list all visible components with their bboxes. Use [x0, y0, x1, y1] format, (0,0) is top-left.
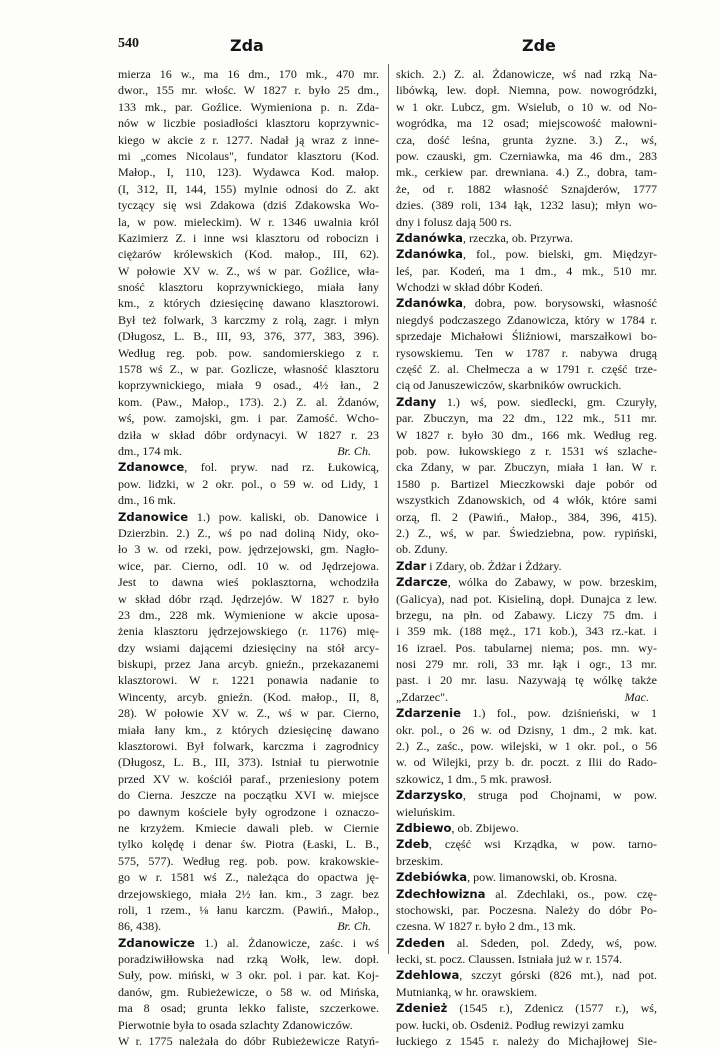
text-line: Był też folwark, 3 karczmy z rolą, zagr. i młyn: [118, 312, 379, 327]
text-line: libówką, lew. dopł. Niemna, pow. nowogródzki,: [396, 83, 657, 98]
text-line: Zdanówka, fol., pow. bielski, gm. Międzyr-: [396, 247, 657, 262]
entry-headword: Zdehlowa: [396, 968, 460, 983]
text-line: w skład dóbr rząd. Jędrzejów. W 1827 r. było: [118, 591, 379, 606]
entry-headword: Zdanówka: [396, 296, 463, 311]
text-line: szkowicz, 1 dm., 5 mk. prawosł.: [396, 771, 552, 786]
entry-headword: Zdarzenie: [396, 706, 461, 721]
text-line: pow. czauski, gm. Czerniawka, ma 46 dm., 283: [396, 148, 657, 163]
text-line: wieluńskim.: [396, 804, 456, 819]
page-header: [118, 36, 658, 58]
text-line: W połowie XV w. Z., wś w par. Goźlice, wła-: [118, 263, 379, 278]
text-line: wś, pow. zamojski, gm. i par. Zamość. Wcho-: [118, 411, 379, 426]
text-line: par. Zbuczyn, ma 22 dm., 122 mk., 511 mr.: [396, 411, 657, 426]
text-line: Zdanowice 1.) pow. kaliski, ob. Danowice i: [118, 509, 379, 524]
entry-headword: Zdeden: [396, 935, 445, 950]
text-line: kom. (Paw., Małop., 173). 2.) Z. al. Żdanów,: [118, 394, 379, 409]
text-line: ma 8 osad; grunta lekko faliste, szczerkowe.: [118, 1001, 379, 1016]
text-line: past. i 20 mr. lasu. Nazywają tę wólkę także: [396, 673, 657, 688]
text-line: przed XV w. kościół paraf., przeniesiony potem: [118, 771, 379, 786]
text-line: 86, 438).: [118, 919, 162, 934]
text-line: dm., 16 mk.: [118, 493, 176, 508]
text-line: ło 3 w. od rzeki, pow. jędrzejowski, gm. Nagło-: [118, 542, 379, 557]
text-line: Zdar i Zdary, ob. Żdżar i Żdżary.: [396, 558, 562, 573]
text-line: Zdarzysko, struga pod Chojnami, w pow.: [396, 788, 657, 803]
text-line: 1580 p. Bartizel Mieczkowski daje pobór od: [396, 476, 657, 491]
text-line: biskupi, przez Jana arcyb. gnieźn., przekazanemi: [118, 657, 379, 672]
text-line: 16 izrael. Pos. tabularnej niema; pos. mn. wy-: [396, 640, 657, 655]
text-line: mk., cerkiew par. drewniana. 4.) Z., dobra, tam-: [396, 165, 657, 180]
text-line: pob. pow. łukowskiego z r. 1531 wś szlache-: [396, 443, 657, 458]
text-line: 23 dm., 228 mk. Wymienione w akcie uposa-: [118, 607, 379, 622]
text-line: Zdanowce, fol. pryw. nad rz. Łukowicą,: [118, 460, 379, 475]
text-line: Jest to dawna wieś poklasztorna, wchodziła: [118, 575, 379, 590]
text-line: Według reg. pob. pow. sandomierskiego z r.: [118, 345, 379, 360]
text-line: Zdenież (1545 r.), Zdenicz (1577 r.), wś,: [396, 1001, 657, 1016]
text-line: „Zdarzec".: [396, 689, 449, 704]
entry-headword: Zdeb: [396, 837, 429, 852]
text-line: Dzierzbin. 2.) Z., wś po nad doliną Nidy, oko-: [118, 525, 379, 540]
text-line: danów, gm. Rubieżewicze, o 58 w. od Mińska,: [118, 984, 379, 999]
text-line: (I, 312, II, 144, 155) mylnie odnosi do Z. akt: [118, 181, 379, 196]
entry-headword: Zdanówka: [396, 230, 463, 245]
text-line: Zdehlowa, szczyt górski (826 mt.), nad pot.: [396, 968, 657, 983]
text-line: i 359 mk. (188 męż., 171 kob.), 343 rz.-kat. i: [396, 624, 657, 639]
text-line: dm., 174 mk.: [118, 443, 182, 458]
text-line: Zdanówka, rzeczka, ob. Przyrwa.: [396, 230, 574, 245]
entry-headword: Zdebiówka: [396, 870, 468, 885]
entry-headword: Zdar: [396, 558, 427, 573]
text-line: Zdarzenie 1.) fol., pow. dziśnieński, w 1: [396, 706, 657, 721]
text-line: że, od r. 1882 własność Sznajderów, 1777: [396, 181, 657, 196]
text-line: mi „comes Nicolaus", fundator klasztoru (Kod.: [118, 148, 379, 163]
entry-headword: Zdanowice: [118, 509, 189, 524]
text-line: 2.) Z., zaśc., pow. wilejski, w 1 okr. pol., o 56: [396, 739, 657, 754]
text-line: Mutnianką, w hr. orawskiem.: [396, 984, 538, 999]
text-line: klasztorowi. Był folwark, karczma i zagrodnicy: [118, 739, 379, 754]
entry-headword: Zdechłowizna: [396, 886, 486, 901]
text-line: ob. Zduny.: [396, 542, 448, 557]
text-line: tylko kolędę i denar św. Piotra (Łaski, L. B.,: [118, 837, 379, 852]
text-line: Zdany 1.) wś, pow. siedlecki, gm. Czuryły,: [396, 394, 657, 409]
text-line: wice, par. Cierno, odl. 10 w. od Jędrzejowa.: [118, 558, 379, 573]
text-line: łuckiego z 1545 r. należy do Michajłowej Sie-: [396, 1034, 657, 1049]
text-line: W r. 1775 należała do dóbr Rubieżewicze Ratyń-: [118, 1034, 379, 1049]
text-line: dziła w skład dóbr ordynacyi. W 1827 r. 23: [118, 427, 379, 442]
text-line: wszystkich Zdanowskich, od 4 włók, które sami: [396, 493, 657, 508]
text-line: skich. 2.) Z. al. Żdanowicze, wś nad rzką Na-: [396, 67, 657, 81]
text-line: Zdeb, część wsi Krządka, w pow. tarno-: [396, 837, 657, 852]
text-line: czesna. W 1827 r. było 2 dm., 13 mk.: [396, 919, 576, 934]
text-line: niegdyś podczaszego Zdanowicza, który w 1784 r.: [396, 312, 657, 327]
text-line: nów w liczbie posiadłości klasztoru koprzywnic-: [118, 116, 379, 131]
text-line: sność klasztoru koprzywnickiego, miała łany: [118, 280, 379, 295]
text-line: ne krzyżem. Kmiecie dawali pleb. w Ciernie: [118, 820, 379, 835]
text-line: (Długosz, L. B., III, 373). Istniał tu pierwotnie: [118, 755, 379, 770]
text-line: koprzywnickiego, miała 9 osad., 4½ łan., 2: [118, 378, 379, 393]
text-line: Zdanowicze 1.) al. Żdanowicze, zaśc. i wś: [118, 935, 379, 950]
text-line: orzą, fl. 2 (Pawiń., Małop., 384, 396, 415).: [396, 509, 657, 524]
text-line: 575, 577). Według reg. pob. pow. krakowskie-: [118, 853, 379, 868]
text-line: mierza 16 w., ma 16 dm., 170 mk., 470 mr.: [118, 67, 379, 81]
text-line: miała łany km., z których dziesięcinę dawano: [118, 722, 379, 737]
text-line: 133 mk., par. Goźlice. Wymieniona p. n. Zda-: [118, 99, 379, 114]
author-signature: Br. Ch.: [337, 919, 371, 934]
text-line: w. od Wilejki, przy b. dr. poczt. z Ilii do Rado-: [396, 755, 657, 770]
entry-headword: Zdbiewo: [396, 820, 452, 835]
text-line: nosi 279 mr. roli, 33 mr. łąk i ogr., 13 mr.: [396, 657, 657, 672]
text-line: go w r. 1581 wś Z., należąca do opactwa ję-: [118, 870, 379, 885]
text-line: (Galicya), nad pot. Kisieliną, dopł. Dunajca z lew.: [396, 591, 657, 606]
text-line: Zdbiewo, ob. Zbijewo.: [396, 820, 519, 835]
entry-headword: Zdarcze: [396, 575, 448, 590]
text-line: stochowski, par. Poczesna. Należy do dóbr Po-: [396, 902, 657, 917]
right-running-headword: Zde: [522, 36, 556, 55]
text-line: Wchodzi w skład dóbr Kodeń.: [396, 280, 543, 295]
text-line: Zdechłowizna al. Zdechlaki, os., pow. czę-: [396, 886, 657, 901]
text-line: Wincenty, arcyb. gnieźn. (Kod. małop., II, 8,: [118, 689, 379, 704]
text-line: (Długosz, L. B., III, 93, 376, 377, 383, 396).: [118, 329, 379, 344]
entry-headword: Zdany: [396, 394, 437, 409]
entry-headword: Zdanowicze: [118, 935, 195, 950]
text-line: 28). W połowie XV w. Z., wś w par. Cierno,: [118, 706, 379, 721]
author-signature: Br. Ch.: [337, 443, 371, 458]
text-line: km., z których dziesięcinę dawano klasztorowi.: [118, 296, 379, 311]
entry-headword: Zdanówka: [396, 247, 463, 262]
text-line: pow. lidzki, w 2 okr. pol., o 59 w. od Lidy, 1: [118, 476, 379, 491]
column-divider: [388, 64, 389, 954]
text-line: roli, 1 rzem., ⅛ łanu karczm. (Pawiń., Małop.,: [118, 902, 379, 917]
text-line: łecki, st. pocz. Claussen. Istniała już w r. 1574.: [396, 952, 623, 967]
text-line: Kazimierz Z. i inne wsi klasztoru od robocizn i: [118, 230, 379, 245]
text-line: poradziwiłłowska nad rzką Wołk, lew. dopł.: [118, 952, 379, 967]
text-line: dwor., 155 mr. włośc. W 1827 r. było 25 dm.,: [118, 83, 379, 98]
text-line: dny i folusz dają 500 rs.: [396, 214, 512, 229]
text-line: 2.) Z., wś, w par. Świedziebna, pow. rypiński,: [396, 525, 657, 540]
text-line: wogródka, ma 12 osad; miejscowość małowni-: [396, 116, 657, 131]
text-line: sprzedaje Michałowi Śliźniowi, marszałkowi bo-: [396, 329, 657, 344]
text-line: leś, par. Kodeń, ma 1 dm., 4 mk., 510 mr.: [396, 263, 657, 278]
entry-headword: Zdarzysko: [396, 788, 463, 803]
text-line: la, w pow. mieleckim). W r. 1346 uwalnia król: [118, 214, 379, 229]
text-line: do Cierna. Jeszcze na początku XVI w. miejsce: [118, 788, 379, 803]
text-line: rysowskiemu. Ten w 1787 r. nabywa drugą: [396, 345, 657, 360]
page-number: 540: [118, 36, 139, 51]
text-line: po dawnym kościele były ogrodzone i oznaczo-: [118, 804, 379, 819]
text-line: Zdanówka, dobra, pow. borysowski, własność: [396, 296, 657, 311]
text-line: klasztorowi. W r. 1221 ponawia nadanie to: [118, 673, 379, 688]
text-line: Zdeden al. Sdeden, pol. Zdedy, wś, pow.: [396, 935, 657, 950]
text-line: ciężarów królewskich (Kod. małop., III, 62).: [118, 247, 379, 262]
left-running-headword: Zda: [230, 36, 264, 55]
text-line: kiego w akcie z r. 1277. Nadał ją wraz z inne-: [118, 132, 379, 147]
text-line: cza, dość leśna, grunta żyzne. 3.) Z., wś,: [396, 132, 657, 147]
text-line: część Z. al. Chełmecza a w 1791 r. część trze-: [396, 362, 657, 377]
text-line: pow. łucki, ob. Osdeniż. Podług rewizyi zamku: [396, 1017, 625, 1032]
text-line: brzeskim.: [396, 853, 444, 868]
text-line: brzegu, na płn. od Zabawy. Liczy 75 dm. i: [396, 607, 657, 622]
left-column: [118, 66, 379, 1049]
text-line: dzy wsiami dającemi dziesięciny na stół arcy-: [118, 640, 379, 655]
text-line: Pierwotnie była to osada szlachty Zdanowiczów.: [118, 1017, 353, 1032]
text-line: Suły, pow. miński, w 3 okr. pol. i par. kat. Koj-: [118, 968, 379, 983]
text-line: Zdarcze, wólka do Zabawy, w pow. brzeskim,: [396, 575, 657, 590]
text-line: dzies. (389 roli, 134 łąk, 1232 lasu); młyn wo-: [396, 198, 657, 213]
text-line: cka Zdany, w par. Zbuczyn, miała 1 łan. W r.: [396, 460, 657, 475]
text-line: okr. pol., o 26 w. od Dzisny, 1 dm., 2 mk. kat.: [396, 722, 657, 737]
right-column: [396, 66, 657, 1049]
text-line: Małop., I, 110, 123). Wydawca Kod. małop.: [118, 165, 379, 180]
text-line: W 1827 r. było 30 dm., 166 mk. Według reg.: [396, 427, 657, 442]
text-line: drzejowskiego, miała 2½ łan. km., 3 zagr. bez: [118, 886, 379, 901]
text-line: 1578 wś Z., w par. Gozlicze, własność klasztoru: [118, 362, 379, 377]
text-line: żenia klasztoru jędrzejowskiego (r. 1176) mię-: [118, 624, 379, 639]
entry-headword: Zdanowce: [118, 460, 185, 475]
text-line: w 1 okr. Lubcz, gm. Wsielub, o 10 w. od No-: [396, 99, 657, 114]
text-line: cią od Januszewiczów, skarbników owruckich.: [396, 378, 622, 393]
entry-headword: Zdenież: [396, 1001, 448, 1016]
text-line: Zdebiówka, pow. limanowski, ob. Krosna.: [396, 870, 618, 885]
author-signature: Mac.: [624, 689, 649, 704]
text-line: tyczący się wsi Zdakowa (dziś Zdakowska Wo-: [118, 198, 379, 213]
